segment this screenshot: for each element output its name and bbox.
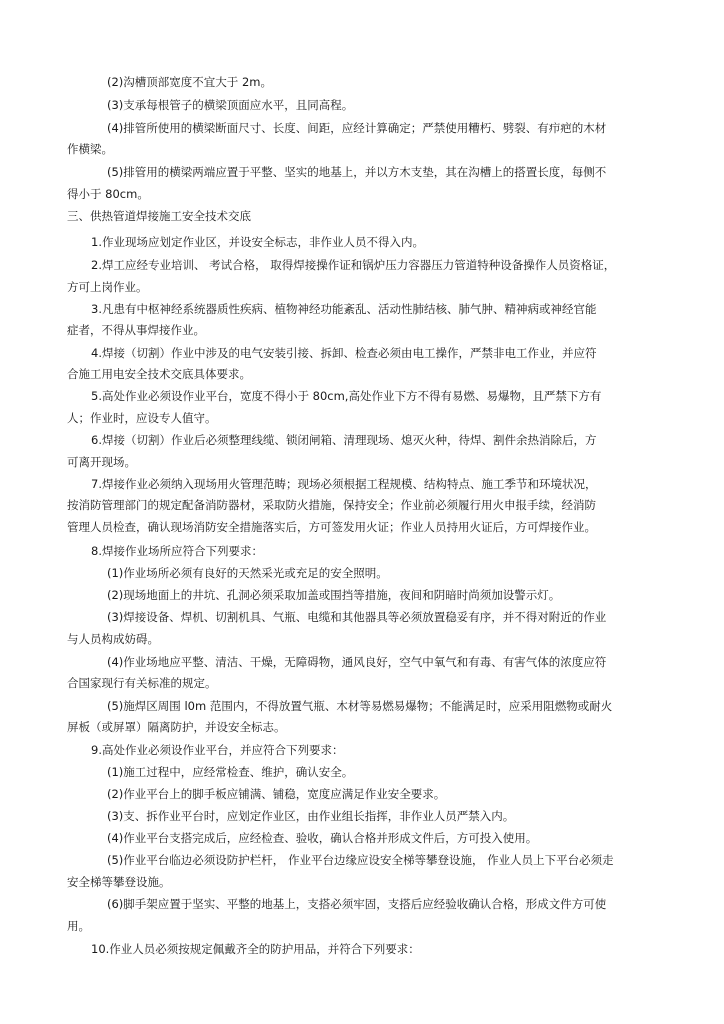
text-line: 与人员构成妨碍。 — [67, 632, 159, 646]
text-line: 方可上岗作业。 — [67, 280, 148, 294]
text-line: (1)作业场所必须有良好的天然采光或充足的安全照明。 — [107, 566, 388, 580]
text-line: (4)作业场地应平整、清洁、干燥，无障碍物，通风良好，空气中氧气和有毒、有害气体的浓度应符 — [107, 655, 607, 669]
text-line: (5)排管用的横梁两端应置于平整、坚实的地基上，并以方木支垫，其在沟槽上的搭置长度，每侧不 — [107, 165, 607, 179]
text-line: 6.焊接（切割）作业后必须整理线缆、锁闭闸箱、清理现场、熄灭火种，待焊、割件余热消除后，方 — [91, 433, 597, 447]
text-line: 合施工用电安全技术交底具体要求。 — [67, 367, 251, 381]
text-line: (3)焊接设备、焊机、切割机具、气瓶、电缆和其他器具等必须放置稳妥有序，并不得对附近的作业 — [107, 610, 607, 624]
text-line: 安全梯等攀登设施。 — [67, 875, 171, 889]
text-line: 管理人员检查，确认现场消防安全措施落实后，方可签发用火证；作业人员持用火证后，方可焊接作业。 — [67, 520, 596, 534]
text-line: 用。 — [67, 919, 90, 933]
text-line: 人；作业时，应设专人值守。 — [67, 411, 217, 425]
text-line: 可离开现场。 — [67, 455, 136, 469]
text-line: (3)支承每根管子的横梁顶面应水平，且同高程。 — [107, 98, 354, 112]
text-line: 4.焊接（切割）作业中涉及的电气安装引接、拆卸、检查必须由电工操作，严禁非电工作业，并应符 — [91, 346, 597, 360]
text-line: 屏板（或屏罩）隔离防护，并设安全标志。 — [67, 720, 286, 734]
text-line: 作横梁。 — [67, 142, 113, 156]
section-heading: 三、供热管道焊接施工安全技术交底 — [67, 209, 251, 223]
text-line: (4)作业平台支搭完成后，应经检查、验收，确认合格并形成文件后，方可投入使用。 — [107, 831, 538, 845]
text-line: (2)沟槽顶部宽度不宜大于 2m。 — [107, 75, 272, 89]
text-line: (5)作业平台临边必须设防护栏杆， 作业平台边缘应设安全梯等攀登设施， 作业人员上下平台必须走 — [107, 853, 614, 867]
text-line: 9.高处作业必须设作业平台，并应符合下列要求： — [91, 743, 344, 757]
text-line: (2)现场地面上的井坑、孔洞必须采取加盖或围挡等措施，夜间和阴暗时尚须加设警示灯。 — [107, 588, 561, 602]
text-line: 5.高处作业必须设作业平台，宽度不得小于 80cm,高处作业下方不得有易燃、易爆物，且严禁下方有 — [91, 389, 602, 403]
text-line: (6)脚手架应置于坚实、平整的地基上，支搭必须牢固，支搭后应经验收确认合格，形成文件方可使 — [107, 897, 607, 911]
text-line: 症者，不得从事焊接作业。 — [67, 323, 205, 337]
text-line: 8.焊接作业场所应符合下列要求： — [91, 544, 263, 558]
text-line: (1)施工过程中，应经常检查、维护，确认安全。 — [107, 765, 354, 779]
text-line: 合国家现行有关标准的规定。 — [67, 676, 217, 690]
text-line: (4)排管所使用的横梁断面尺寸、长度、间距，应经计算确定；严禁使用糟朽、劈裂、有疖疤的木材 — [107, 121, 607, 135]
text-line: 1.作业现场应划定作业区，并设安全标志，非作业人员不得入内。 — [91, 235, 424, 249]
text-line: 7.焊接作业必须纳入现场用火管理范畴；现场必须根据工程规模、结构特点、施工季节和环境状况， — [91, 477, 597, 491]
text-line: (2)作业平台上的脚手板应铺满、铺稳，宽度应满足作业安全要求。 — [107, 787, 446, 801]
text-line: 10.作业人员必须按规定佩戴齐全的防护用品，并符合下列要求： — [91, 942, 420, 956]
text-line: 按消防管理部门的规定配备消防器材，采取防火措施，保持安全；作业前必须履行用火申报手续，经消防 — [67, 498, 596, 512]
text-line: 得小于 80cm。 — [67, 187, 149, 201]
text-line: (5)施焊区周围 l0m 范围内，不得放置气瓶、木材等易燃易爆物；不能满足时，应采用阻燃物或耐火 — [107, 699, 613, 713]
text-line: 2.焊工应经专业培训、 考试合格， 取得焊接操作证和锅炉压力容器压力管道特种设备操作人员资格证， — [91, 258, 616, 272]
text-line: (3)支、拆作业平台时，应划定作业区，由作业组长指挥，非作业人员严禁入内。 — [107, 809, 515, 823]
text-line: 3.凡患有中枢神经系统器质性疾病、植物神经功能紊乱、活动性肺结核、肺气肿、精神病或神经官能 — [91, 302, 597, 316]
